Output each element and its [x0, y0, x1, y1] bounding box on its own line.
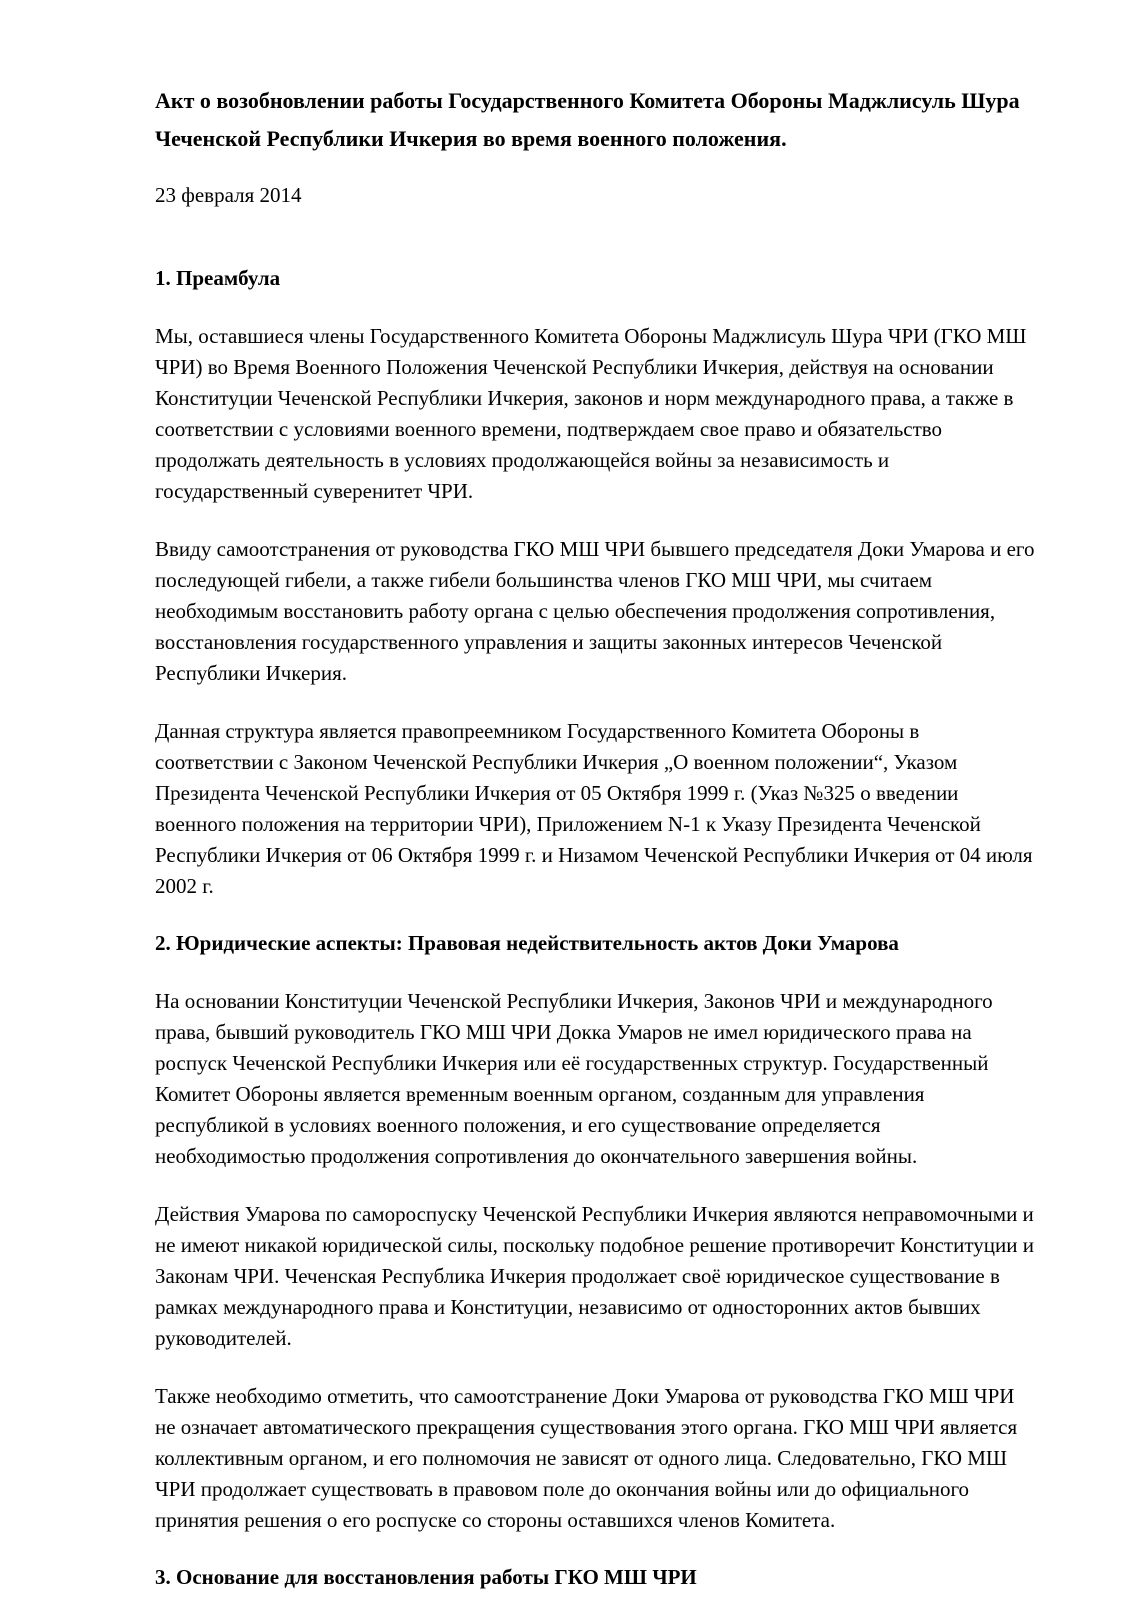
section-restoration-basis: [155, 1563, 1035, 1592]
section-3-heading: 3. Основание для восстановления работы ГКО МШ ЧРИ: [155, 1565, 697, 1589]
document-date: 23 февраля 2014: [155, 183, 302, 207]
section-1-paragraph-2: Ввиду самоотстранения от руководства ГКО МШ ЧРИ бывшего председателя Доки Умарова и его последующей гибели, а также гибели большинства членов ГКО МШ ЧРИ, мы считаем необходимым восстановить работу органа с целью обеспечения продолжения сопротивления, восстановления государственного управления и защиты законных интересов Чеченской Республики Ичкерия.: [155, 537, 1035, 685]
section-1-heading: 1. Преамбула: [155, 266, 281, 290]
section-2-paragraph-3: Также необходимо отметить, что самоотстранение Доки Умарова от руководства ГКО МШ ЧРИ не означает автоматического прекращения существования этого органа. ГКО МШ ЧРИ является коллективным органом, и его полномочия не зависят от одного лица. Следовательно, ГКО МШ ЧРИ продолжает существовать в правовом поле до окончания войны или до официального принятия решения о его роспуске со стороны оставшихся членов Комитета.: [155, 1384, 1018, 1532]
document-title: Акт о возобновлении работы Государственного Комитета Обороны Маджлисуль Шура Чеченской Республики Ичкерия во время военного положения.: [155, 88, 1020, 151]
section-1-paragraph-3: Данная структура является правопреемником Государственного Комитета Обороны в соответствии с Законом Чеченской Республики Ичкерия „О военном положении“, Указом Президента Чеченской Республики Ичкерия от 05 Октября 1999 г. (Указ №325 о введении военного положения на территории ЧРИ), Приложением N-1 к Указу Президента Чеченской Республики Ичкерия от 06 Октября 1999 г. и Низамом Чеченской Республики Ичкерия от 04 июля 2002 г.: [155, 719, 1033, 898]
section-preamble: [155, 264, 1035, 902]
section-legal-aspects: [155, 929, 1035, 1536]
section-2-paragraph-1: На основании Конституции Чеченской Республики Ичкерия, Законов ЧРИ и международного права, бывший руководитель ГКО МШ ЧРИ Докка Умаров не имел юридического права на роспуск Чеченской Республики Ичкерия или её государственных структур. Государственный Комитет Обороны является временным военным органом, созданным для управления республикой в условиях военного положения, и его существование определяется необходимостью продолжения сопротивления до окончательного завершения войны.: [155, 989, 993, 1168]
section-2-paragraph-2: Действия Умарова по самороспуску Чеченской Республики Ичкерия являются неправомочными и не имеют никакой юридической силы, поскольку подобное решение противоречит Конституции и Законам ЧРИ. Чеченская Республика Ичкерия продолжает своё юридическое существование в рамках международного права и Конституции, независимо от односторонних актов бывших руководителей.: [155, 1202, 1034, 1350]
section-2-heading: 2. Юридические аспекты: Правовая недействительность актов Доки Умарова: [155, 931, 899, 955]
section-1-paragraph-1: Мы, оставшиеся члены Государственного Комитета Обороны Маджлисуль Шура ЧРИ (ГКО МШ ЧРИ) во Время Военного Положения Чеченской Республики Ичкерия, действуя на основании Конституции Чеченской Республики Ичкерия, законов и норм международного права, а также в соответствии с условиями военного времени, подтверждаем свое право и обязательство продолжать деятельность в условиях продолжающейся войны за независимость и государственный суверенитет ЧРИ.: [155, 324, 1027, 503]
